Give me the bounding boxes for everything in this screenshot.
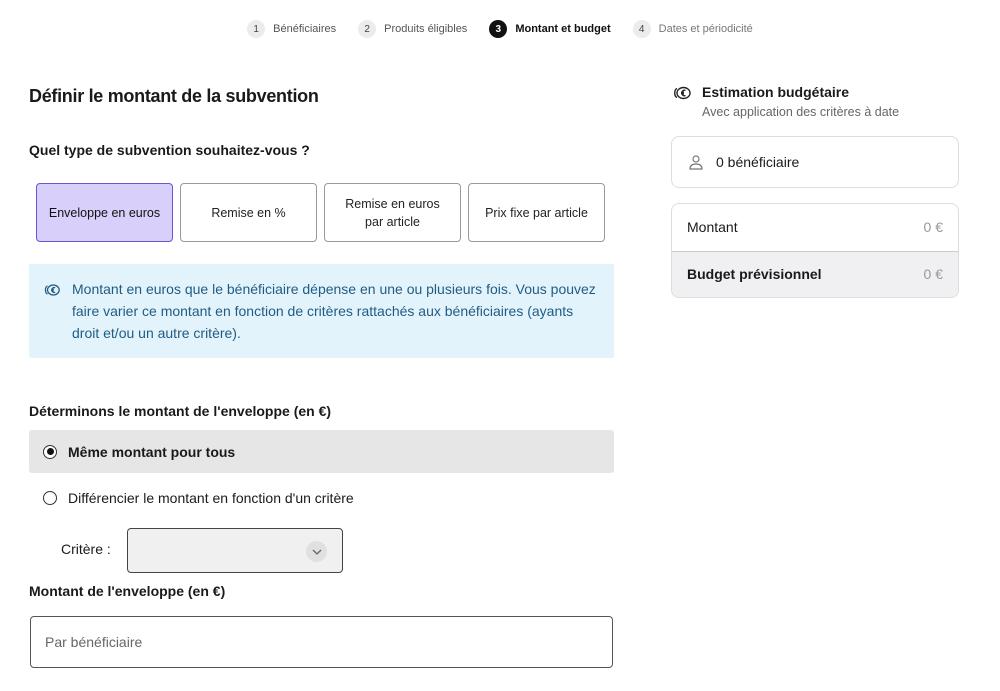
step-number: 4 xyxy=(633,20,651,38)
step-beneficiaires[interactable] xyxy=(247,20,336,38)
subsidy-type-question: Quel type de subvention souhaitez-vous ? xyxy=(29,142,310,158)
radio-button[interactable] xyxy=(43,491,57,505)
critere-label: Critère : xyxy=(61,541,111,557)
step-number: 2 xyxy=(358,20,376,38)
subsidy-type-options xyxy=(36,183,605,242)
step-label: Dates et périodicité xyxy=(658,23,753,35)
montant-row-label: Montant xyxy=(687,219,738,236)
step-label: Produits éligibles xyxy=(384,23,468,35)
budget-row xyxy=(672,251,958,298)
page-title: Définir le montant de la subvention xyxy=(29,86,319,106)
info-box xyxy=(29,264,614,358)
estimate-title: Estimation budgétaire xyxy=(702,84,850,100)
beneficiaries-count: 0 bénéficiaire xyxy=(716,154,800,170)
montant-row-value: 0 € xyxy=(923,219,943,236)
type-option-enveloppe-euros[interactable]: Enveloppe en euros xyxy=(36,183,173,242)
radio-same-amount[interactable] xyxy=(29,430,614,473)
montant-row xyxy=(672,204,958,251)
critere-select[interactable] xyxy=(127,528,343,573)
radio-label: Différencier le montant en fonction d'un critère xyxy=(68,489,354,506)
chevron-down-icon[interactable] xyxy=(306,541,327,562)
radio-different-amount[interactable] xyxy=(29,476,614,519)
info-text: Montant en euros que le bénéficiaire dépense en une ou plusieurs fois. Vous pouvez faire varier ce montant en fonction de critères rattachés aux bénéficiaires (ayants droit et/ou un autre critère). xyxy=(72,281,596,341)
step-dates-periodicite[interactable] xyxy=(633,20,753,38)
envelope-question: Déterminons le montant de l'enveloppe (en €) xyxy=(29,403,332,419)
euro-coins-icon xyxy=(43,281,61,299)
step-label: Bénéficiaires xyxy=(273,23,337,35)
step-produits-eligibles[interactable] xyxy=(358,20,467,38)
type-option-prix-fixe-article[interactable]: Prix fixe par article xyxy=(468,183,605,242)
euro-coins-icon xyxy=(672,83,692,103)
step-montant-budget[interactable] xyxy=(489,20,610,38)
step-number: 3 xyxy=(489,20,507,38)
estimate-subtitle: Avec application des critères à date xyxy=(702,105,900,119)
beneficiaries-card xyxy=(671,136,959,188)
budget-card xyxy=(671,203,959,298)
step-number: 1 xyxy=(247,20,265,38)
budget-row-label: Budget prévisionnel xyxy=(687,266,822,283)
stepper xyxy=(0,20,1000,38)
montant-input[interactable] xyxy=(30,616,613,668)
user-icon xyxy=(688,154,704,170)
radio-label: Même montant pour tous xyxy=(68,443,236,460)
budget-row-value: 0 € xyxy=(923,266,943,283)
type-option-remise-euros-article[interactable]: Remise en euros par article xyxy=(324,183,461,242)
montant-label: Montant de l'enveloppe (en €) xyxy=(29,583,226,599)
type-option-remise-pourcent[interactable]: Remise en % xyxy=(180,183,317,242)
step-label: Montant et budget xyxy=(515,23,611,35)
radio-button-checked[interactable] xyxy=(43,445,57,459)
